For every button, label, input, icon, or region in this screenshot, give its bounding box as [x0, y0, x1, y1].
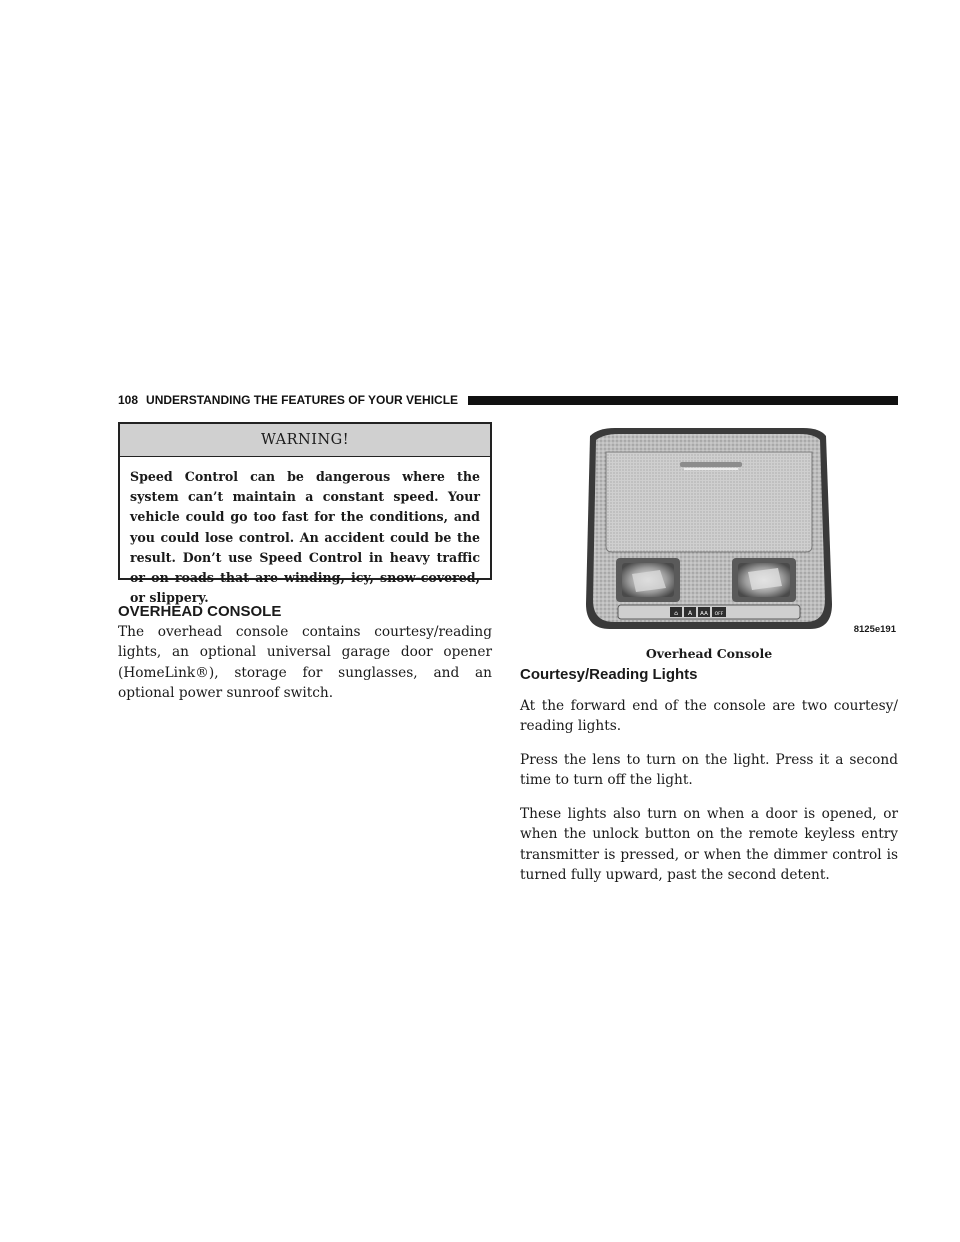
button-label-aa: AA	[700, 611, 708, 617]
courtesy-paragraph-1: At the forward end of the console are two courtesy/ reading lights.	[520, 698, 898, 735]
button-label-off: OFF	[714, 612, 724, 617]
overhead-console-figure	[520, 424, 898, 662]
section-title: UNDERSTANDING THE FEATURES OF YOUR VEHICLE	[146, 393, 459, 407]
button-label-a: A	[687, 610, 693, 617]
courtesy-paragraph-2: Press the lens to turn on the light. Press it a second time to turn off the light.	[520, 752, 898, 789]
warning-box	[118, 422, 492, 606]
warning-text: Speed Control can be dangerous where the system can’t maintain a constant speed. Your vehicle could go too fast for the conditions, and you could lose control. An accident could be the result. Don’t use Speed Control in heavy traffic or on roads that are winding, icy, snow-covered, or slippery.	[130, 469, 480, 606]
running-header	[118, 390, 898, 410]
overhead-console-heading: OVERHEAD CONSOLE	[118, 603, 282, 620]
button-label-home: ⌂	[674, 610, 678, 617]
overhead-console-illustration	[520, 424, 898, 662]
figure-caption: Overhead Console	[645, 646, 773, 661]
warning-title: WARNING!	[120, 424, 490, 457]
courtesy-lights-heading: Courtesy/Reading Lights	[520, 666, 698, 683]
overhead-console-text: The overhead console contains courtesy/reading lights, an optional universal garage door opener (HomeLink®), storage for sunglasses, and an optional power sunroof switch.	[118, 624, 492, 702]
page-number: 108	[118, 393, 139, 407]
figure-code: 8125e191	[853, 624, 896, 635]
courtesy-paragraph-3: These lights also turn on when a door is opened, or when the unlock button on the remote keyless entry transmitter is pressed, or when the dimmer control is turned fully upward, past the second detent.	[520, 806, 898, 884]
header-rule	[468, 396, 898, 405]
